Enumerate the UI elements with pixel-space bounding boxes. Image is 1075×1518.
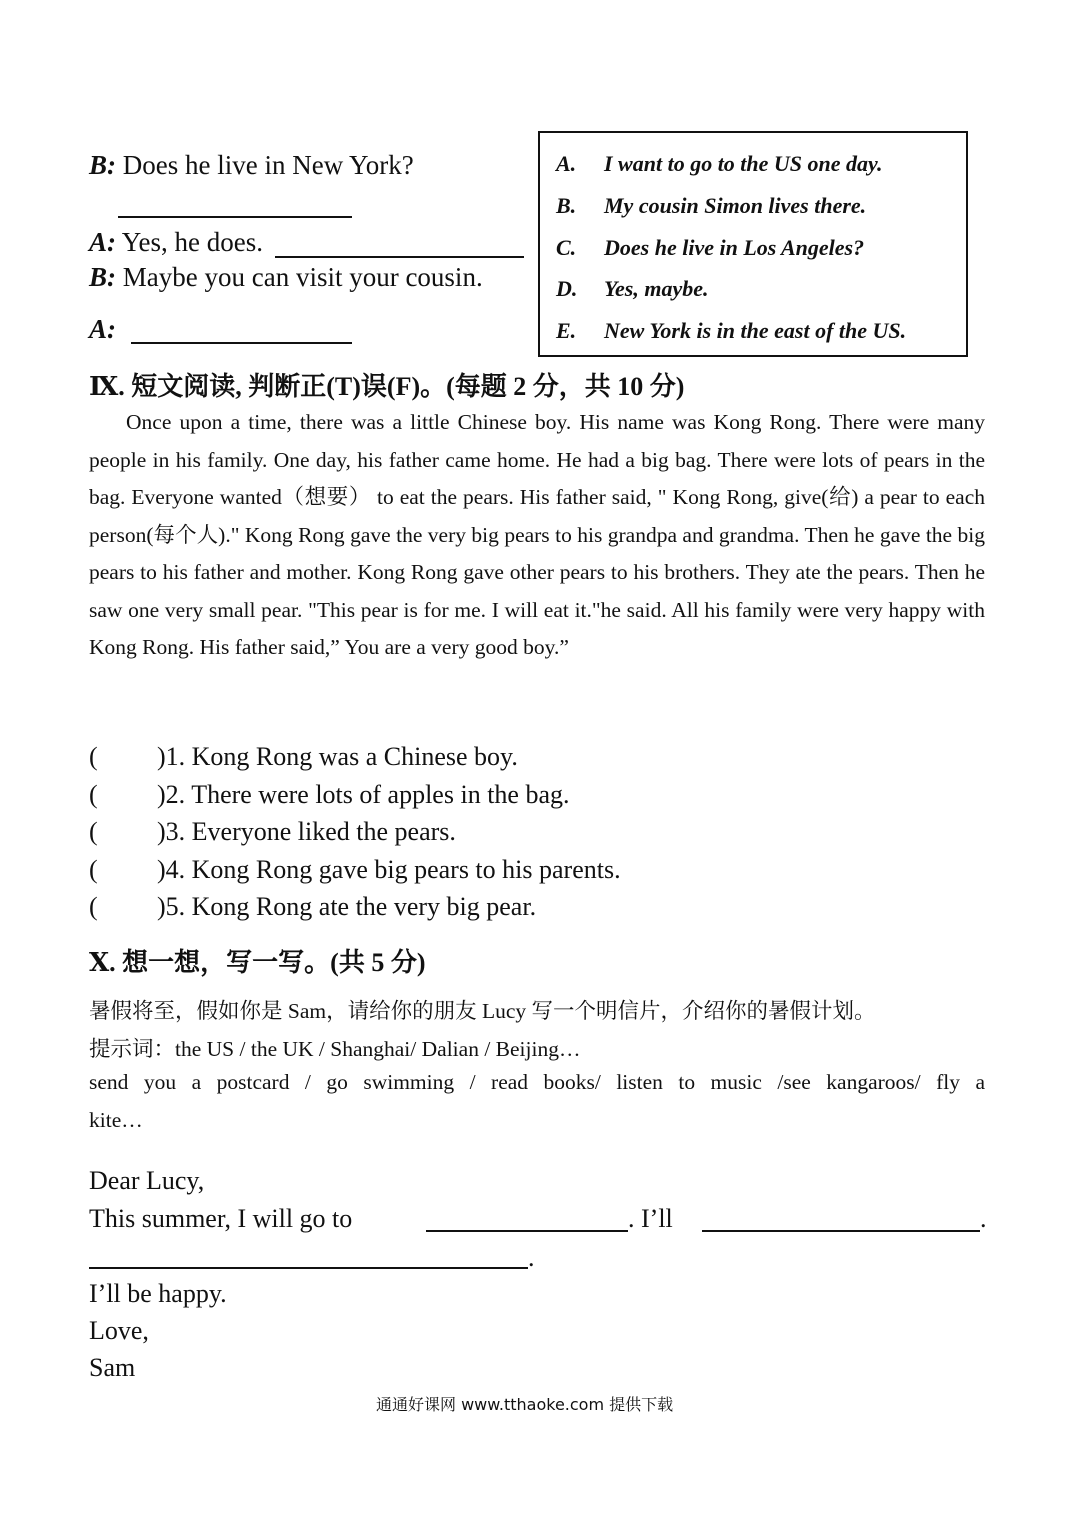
answer-paren[interactable]: ( (89, 780, 98, 809)
option-e (556, 318, 906, 344)
question-text: )5. Kong Rong ate the very big pear. (157, 892, 537, 921)
option-b (556, 193, 866, 219)
letter-line-3: I’ll be happy. (89, 1279, 227, 1308)
option-letter: D. (556, 276, 578, 301)
question-5 (89, 892, 536, 922)
option-text: I want to go to the US one day. (604, 151, 883, 176)
option-letter: A. (556, 151, 577, 176)
answer-paren[interactable]: ( (89, 742, 98, 771)
dialogue-text: Yes, he does. (116, 227, 264, 257)
reading-passage: Once upon a time, there was a little Chinese boy. His name was Kong Rong. There were many people in his family. One day, his father came home. He had a big bag. There were lots of pears in the bag. Everyone wanted（想要） to eat the pears. His father said, " Kong Rong, give(给) a pear to each person(每个人)." Kong Rong gave the very big pears to his grandpa and grandma. Then he gave the big pears to his father and mother. Kong Rong gave other pears to his brothers. They ate the pears. Then he saw one very small pear. "This pear is for me. I will eat it."he said. All his family were very happy with Kong Rong. His father said,” You are a very good boy.” (89, 410, 985, 659)
question-text: )2. There were lots of apples in the bag. (157, 780, 570, 809)
hint-words-line-2: send you a postcard / go swimming / read books/ listen to music /see kangaroos/ fly a (89, 1070, 985, 1094)
letter-blank-continuation[interactable] (89, 1267, 528, 1269)
dialogue-line-3 (89, 262, 483, 293)
option-letter: B. (556, 193, 577, 218)
answer-paren[interactable]: ( (89, 817, 98, 846)
answer-blank-3[interactable] (131, 342, 352, 344)
dialogue-line-2 (89, 227, 263, 258)
question-text: )1. Kong Rong was a Chinese boy. (157, 742, 518, 771)
speaker-label: A: (89, 227, 116, 257)
letter-closing: Love, (89, 1316, 149, 1345)
dialogue-text: Maybe you can visit your cousin. (116, 262, 483, 292)
section-10-heading: Ⅹ. 想一想，写一写。(共 5 分) (89, 948, 426, 977)
answer-paren[interactable]: ( (89, 855, 98, 884)
dialogue-text: Does he live in New York? (116, 150, 414, 180)
letter-signature: Sam (89, 1353, 136, 1382)
dialogue-line-1 (89, 150, 414, 181)
letter-line-1-middle: . I’ll (628, 1204, 673, 1233)
hint-words-line-1: 提示词：the US / the UK / Shanghai/ Dalian / Beijing… (89, 1037, 581, 1061)
answer-blank-1[interactable] (118, 216, 352, 218)
option-c (556, 235, 864, 261)
writing-instruction: 暑假将至，假如你是 Sam，请给你的朋友 Lucy 写一个明信片，介绍你的暑假计划。 (89, 999, 876, 1023)
footer-source: 通通好课网 www.tthaoke.com 提供下载 (376, 1395, 674, 1414)
letter-blank-activity[interactable] (702, 1230, 980, 1232)
option-text: Yes, maybe. (604, 276, 709, 301)
hint-words-line-3: kite… (89, 1108, 143, 1132)
option-text: My cousin Simon lives there. (604, 193, 867, 218)
question-1 (89, 742, 518, 772)
question-text: )3. Everyone liked the pears. (157, 817, 456, 846)
question-2 (89, 780, 570, 810)
answer-blank-2[interactable] (275, 256, 524, 258)
speaker-label: B: (89, 150, 116, 180)
option-a (556, 151, 883, 177)
letter-line-1-end: . (980, 1204, 987, 1233)
options-box (538, 131, 968, 357)
dialogue-line-4 (89, 314, 116, 345)
option-letter: C. (556, 235, 577, 260)
option-letter: E. (556, 318, 577, 343)
letter-greeting: Dear Lucy, (89, 1166, 205, 1195)
section-9-heading: Ⅸ. 短文阅读, 判断正(T)误(F)。(每题 2 分，共 10 分) (89, 372, 685, 401)
letter-line-1-start: This summer, I will go to (89, 1204, 353, 1233)
question-text: )4. Kong Rong gave big pears to his parents. (157, 855, 621, 884)
speaker-label: B: (89, 262, 116, 292)
answer-paren[interactable]: ( (89, 892, 98, 921)
speaker-label: A: (89, 314, 116, 344)
option-text: New York is in the east of the US. (604, 318, 907, 343)
option-d (556, 276, 708, 302)
question-3 (89, 817, 456, 847)
letter-line-2-end: . (528, 1243, 535, 1272)
letter-blank-destination[interactable] (426, 1230, 628, 1232)
question-4 (89, 855, 621, 885)
option-text: Does he live in Los Angeles? (604, 235, 865, 260)
